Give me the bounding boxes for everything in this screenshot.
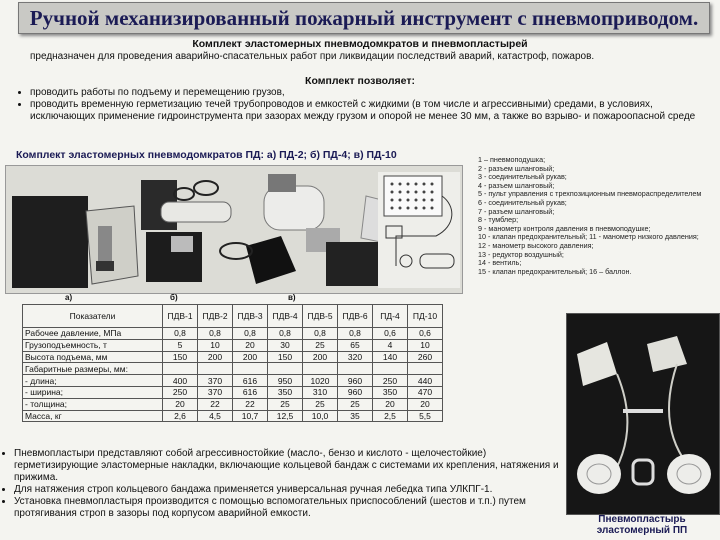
table-cell: 10: [408, 339, 443, 351]
legend-item: 9 - манометр контроля давления в пневмоподушке;: [478, 223, 651, 233]
table-cell: 470: [408, 386, 443, 398]
pp-caption: [566, 514, 718, 536]
table-cell: 10,0: [303, 410, 338, 422]
table-cell: 616: [233, 375, 268, 387]
table-cell: 616: [233, 386, 268, 398]
table-cell: [303, 363, 338, 375]
legend-item: 12 - манометр высокого давления;: [478, 240, 594, 250]
kit-heading: Комплект эластомерных пневмодомкратов и пневмопластырей: [192, 38, 528, 50]
pp-bullet: • Для натяжения строп кольцевого бандажа применяется универсальная ручная лебедка типа УЛКПГ-1.: [14, 484, 562, 496]
table-cell: [233, 363, 268, 375]
table-cell: 0,8: [198, 328, 233, 340]
table-cell: Масса, кг: [23, 410, 163, 422]
pp-bullet: • Пневмопластыри представляют собой агрессивностойкие (масло-, бензо и кислото - щелочестойкие) герметизирующие эластомерные накладки, включающие кольцевой бандаж с системами их крепления, натяжения и прижима.: [14, 448, 562, 484]
table-cell: 960: [338, 375, 373, 387]
table-header: ПДВ-5: [303, 305, 338, 328]
table-cell: 0,8: [303, 328, 338, 340]
legend-item: 10 - клапан предохранительный; 11 - манометр низкого давления;: [478, 232, 699, 242]
table-cell: - толщина;: [23, 398, 163, 410]
table-cell: 20: [233, 339, 268, 351]
table-cell: 250: [373, 375, 408, 387]
legend-item: 15 - клапан предохранительный; 16 – баллон.: [478, 266, 632, 276]
table-cell: 65: [338, 339, 373, 351]
table-cell: 25: [303, 339, 338, 351]
table-cell: 350: [268, 386, 303, 398]
title-banner: [18, 2, 710, 34]
table-cell: - ширина;: [23, 386, 163, 398]
table-cell: 22: [233, 398, 268, 410]
photo-label-b: б): [170, 293, 178, 302]
table-cell: 1020: [303, 375, 338, 387]
legend-item: 5 - пульт управления с трехпозиционным пневмораспределителем: [478, 189, 702, 199]
pd-kit-photo: [5, 165, 463, 294]
table-cell: [198, 363, 233, 375]
table-cell: 25: [303, 398, 338, 410]
legend-item: 1 – пневмоподушка;: [478, 155, 546, 164]
table-cell: 350: [373, 386, 408, 398]
page-title: Ручной механизированный пожарный инструмент с пневмоприводом.: [29, 5, 699, 30]
table-cell: 0,8: [338, 328, 373, 340]
legend-item: 14 - вентиль;: [478, 258, 522, 268]
table-cell: 950: [268, 375, 303, 387]
table-cell: 0,8: [233, 328, 268, 340]
table-cell: 2,5: [373, 410, 408, 422]
table-header: ПДВ-4: [268, 305, 303, 328]
table-cell: 10,7: [233, 410, 268, 422]
pp-photo: [566, 313, 720, 515]
table-cell: 310: [303, 386, 338, 398]
table-cell: Рабочее давление, МПа: [23, 328, 163, 340]
table-header: ПД-4: [373, 305, 408, 328]
table-cell: 440: [408, 375, 443, 387]
table-header: ПДВ-1: [163, 305, 198, 328]
table-cell: Высота подъема, мм: [23, 351, 163, 363]
legend-item: 6 - соединительный рукав;: [478, 197, 567, 207]
kit-bullet: • проводить временную герметизацию течей трубопроводов и емкостей с жидкими (в том числе и агрессивными) средами, в условиях, исключающих применение гидроинструмента при зазорах между грузом и опорой не менее 30 мм, а также во взрыво- и пожароопасной среде: [30, 99, 696, 123]
pp-caption-line: эластомерный ПП: [596, 525, 688, 536]
table-cell: 370: [198, 386, 233, 398]
kit-bullet: • проводить работы по подъему и перемещению грузов,: [30, 87, 696, 99]
photo-label-c: в): [288, 293, 296, 302]
table-cell: 0,6: [408, 328, 443, 340]
table-cell: 260: [408, 351, 443, 363]
table-cell: 5,5: [408, 410, 443, 422]
pd-title: Комплект эластомерных пневмодомкратов ПД: а) ПД-2; б) ПД-4; в) ПД-10: [16, 149, 397, 161]
table-cell: 0,8: [163, 328, 198, 340]
table-header: ПДВ-2: [198, 305, 233, 328]
table-cell: 20: [408, 398, 443, 410]
table-row: [23, 398, 443, 410]
table-cell: 25: [338, 398, 373, 410]
table-cell: 12,5: [268, 410, 303, 422]
kit-bullets: [16, 87, 696, 123]
diagram-legend: [478, 156, 718, 276]
table-cell: [373, 363, 408, 375]
table-cell: 22: [198, 398, 233, 410]
table-header: ПДВ-3: [233, 305, 268, 328]
legend-item: 8 - тумблер;: [478, 215, 519, 225]
table-cell: 5: [163, 339, 198, 351]
table-row: [23, 410, 443, 422]
table-cell: 4: [373, 339, 408, 351]
kit-purpose: предназначен для проведения аварийно-спасательных работ при ликвидации последствий аварий, катастроф, пожаров.: [30, 51, 595, 62]
table-header-row: [23, 305, 443, 328]
legend-item: 13 - редуктор воздушный;: [478, 249, 564, 259]
table-cell: Грузоподъемность, т: [23, 339, 163, 351]
table-cell: 0,6: [373, 328, 408, 340]
table-cell: 200: [233, 351, 268, 363]
table-cell: 20: [163, 398, 198, 410]
table-cell: 140: [373, 351, 408, 363]
table-cell: [338, 363, 373, 375]
table-cell: 0,8: [268, 328, 303, 340]
table-cell: 400: [163, 375, 198, 387]
table-cell: 4,5: [198, 410, 233, 422]
table-cell: 320: [338, 351, 373, 363]
table-row: [23, 328, 443, 340]
photo-label-a: а): [65, 293, 73, 302]
table-cell: 2,6: [163, 410, 198, 422]
table-header: ПД-10: [408, 305, 443, 328]
table-cell: 25: [268, 398, 303, 410]
table-cell: [163, 363, 198, 375]
table-header: ПДВ-6: [338, 305, 373, 328]
table-row: [23, 339, 443, 351]
legend-item: 3 - соединительный рукав;: [478, 172, 567, 182]
pp-caption-line: Пневмопластырь: [598, 514, 686, 525]
table-row: [23, 363, 443, 375]
legend-item: 2 - разъем шланговый;: [478, 163, 555, 173]
table-header: Показатели: [23, 305, 163, 328]
pp-bullet: • Установка пневмопластыря производится с помощью вспомогательных приспособлений (шестов и т.п.) путем протягивания строп в зазоры под корпусом аварийной емкости.: [14, 496, 562, 520]
table-cell: 370: [198, 375, 233, 387]
table-cell: 150: [163, 351, 198, 363]
table-cell: 150: [268, 351, 303, 363]
table-cell: 960: [338, 386, 373, 398]
table-cell: 30: [268, 339, 303, 351]
pp-bullets: [2, 448, 562, 520]
table-cell: [408, 363, 443, 375]
table-row: [23, 386, 443, 398]
table-cell: 20: [373, 398, 408, 410]
table-cell: 35: [338, 410, 373, 422]
spec-table: [22, 304, 443, 422]
table-cell: 250: [163, 386, 198, 398]
table-cell: Габаритные размеры, мм:: [23, 363, 163, 375]
table-cell: - длина;: [23, 375, 163, 387]
table-cell: 200: [198, 351, 233, 363]
table-cell: 10: [198, 339, 233, 351]
spec-table-wrap: [22, 304, 443, 422]
table-row: [23, 375, 443, 387]
legend-item: 4 - разъем шланговый;: [478, 180, 555, 190]
table-cell: 200: [303, 351, 338, 363]
allows-heading: Комплект позволяет:: [305, 75, 415, 87]
legend-item: 7 - разъем шланговый;: [478, 206, 555, 216]
table-row: [23, 351, 443, 363]
table-cell: [268, 363, 303, 375]
